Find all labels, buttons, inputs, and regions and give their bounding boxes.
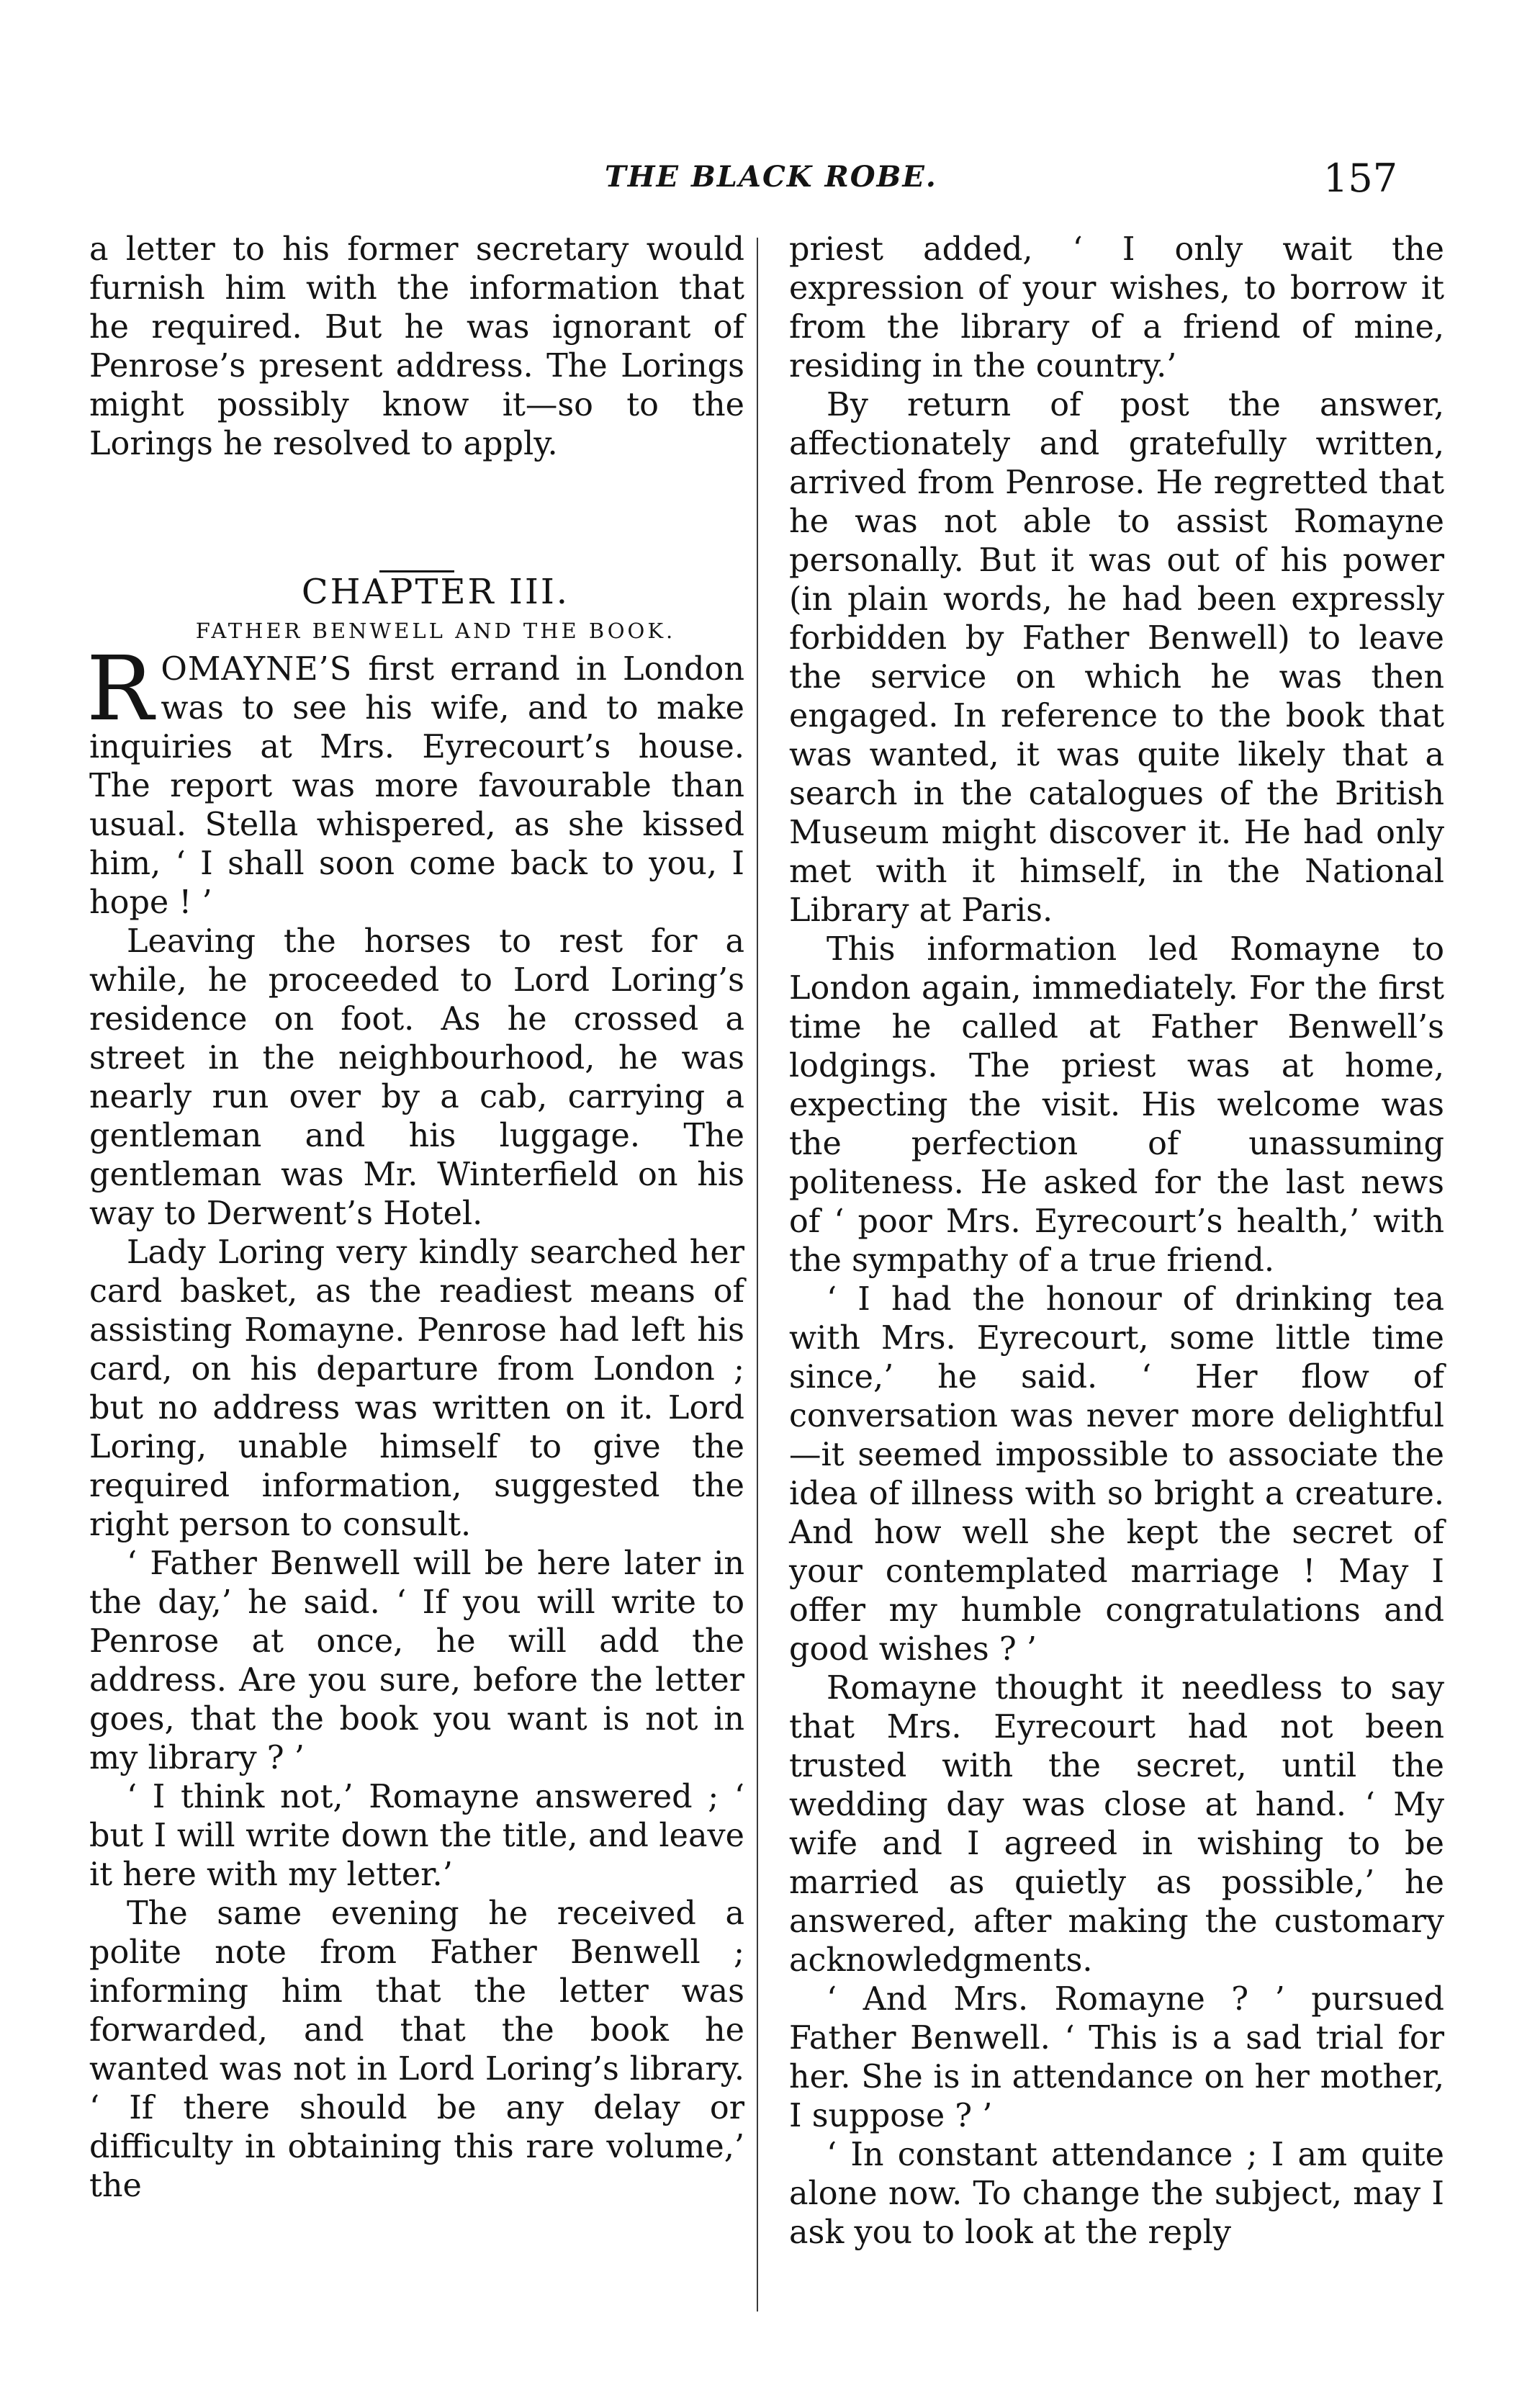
running-title: THE BLACK ROBE. <box>605 160 937 194</box>
paragraph: By return of post the answer, affectionately and gratefully written, arrived from Penrose. He regretted that he was not able to assist Romayne personally. But it was out of his power (in plain words, he had been expressly forbidden by Father Benwell) to leave the service on which he was then engaged. In reference to the book that was wanted, it was quite likely that a search in the catalogues of the British Museum might discover it. He had only met with it himself, in the National Library at Paris. <box>789 387 1444 929</box>
paragraph-continued: priest added, ‘ I only wait the expression of your wishes, to borrow it from the library of a friend of mine, residing in the country.’ <box>789 231 1444 385</box>
paragraph: ‘ I had the honour of drinking tea with Mrs. Eyrecourt, some little time since,’ he said. ‘ Her flow of conversation was never more delightful—it seemed impossible to associate the idea of illness with so bright a creature. And how well she kept the secret of your contemplated marriage ! May I offer my humble congratulations and good wishes ? ’ <box>789 1281 1444 1668</box>
paragraph: Lady Loring very kindly searched her card basket, as the readiest means of assisting Romayne. Penrose had left his card, on his departure from London ; but no address was written on it. Lord Loring, unable himself to give the required information, suggested the right person to consult. <box>89 1234 744 1543</box>
paragraph: ‘ Father Benwell will be here later in the day,’ he said. ‘ If you will write to Penrose at once, he will add the address. Are you sure, before the letter goes, that the book you want is not in my library ? ’ <box>89 1545 744 1776</box>
paragraph: The same evening he received a polite note from Father Benwell ; informing him that the letter was forwarded, and that the book he wanted was not in Lord Loring’s library. ‘ If there should be any delay or difficulty in obtaining this rare volume,’ the <box>89 1895 744 2204</box>
paragraph: Romayne thought it needless to say that Mrs. Eyrecourt had not been trusted with the secret, until the wedding day was close at hand. ‘ My wife and I agreed in wishing to be married as quietly as possible,’ he answered, after making the customary acknowledgments. <box>789 1670 1444 1979</box>
opening-paragraph-text: first errand in London was to see his wife, and to make inquiries at Mrs. Eyrecourt’s house. The report was more favourable than usual. Stella whispered, as she kissed him, ‘ I shall soon come back to you, I hope ! ’ <box>89 651 744 921</box>
left-column <box>86 230 744 2206</box>
page-number: 157 <box>1323 156 1398 201</box>
paragraph: ‘ I think not,’ Romayne answered ; ‘ but I will write down the title, and leave it here with my letter.’ <box>89 1779 744 1893</box>
right-column <box>789 230 1444 2252</box>
drop-cap-letter: R <box>86 637 154 741</box>
paragraph: ‘ And Mrs. Romayne ? ’ pursued Father Benwell. ‘ This is a sad trial for her. She is in attendance on her mother, I suppose ? ’ <box>789 1981 1444 2134</box>
column-divider <box>757 238 758 2312</box>
paragraph: This information led Romayne to London again, immediately. For the first time he called at Father Benwell’s lodgings. The priest was at home, expecting the visit. His welcome was the perfection of unassuming politeness. He asked for the last news of ‘ poor Mrs. Eyrecourt’s health,’ with the sympathy of a true friend. <box>789 931 1444 1279</box>
opening-smallcaps: OMAYNE’S <box>161 651 353 688</box>
chapter-title: CHAPTER III. <box>301 572 570 612</box>
paragraph: ‘ In constant attendance ; I am quite alone now. To change the subject, may I ask you to look at the reply <box>789 2137 1444 2251</box>
paragraph: Leaving the horses to rest for a while, he proceeded to Lord Loring’s residence on foot. As he crossed a street in the neighbourhood, he was nearly run over by a cab, carrying a gentleman and his luggage. The gentleman was Mr. Winterfield on his way to Derwent’s Hotel. <box>89 923 744 1232</box>
chapter-opening-paragraph <box>86 637 744 922</box>
paragraph-continued: a letter to his former secretary would furnish him with the information that he required. But he was ignorant of Penrose’s present address. The Lorings might possibly know it—so to the Lorings he resolved to apply. <box>89 231 744 462</box>
page-header <box>0 156 1522 210</box>
chapter-subtitle: FATHER BENWELL AND THE BOOK. <box>195 619 676 643</box>
